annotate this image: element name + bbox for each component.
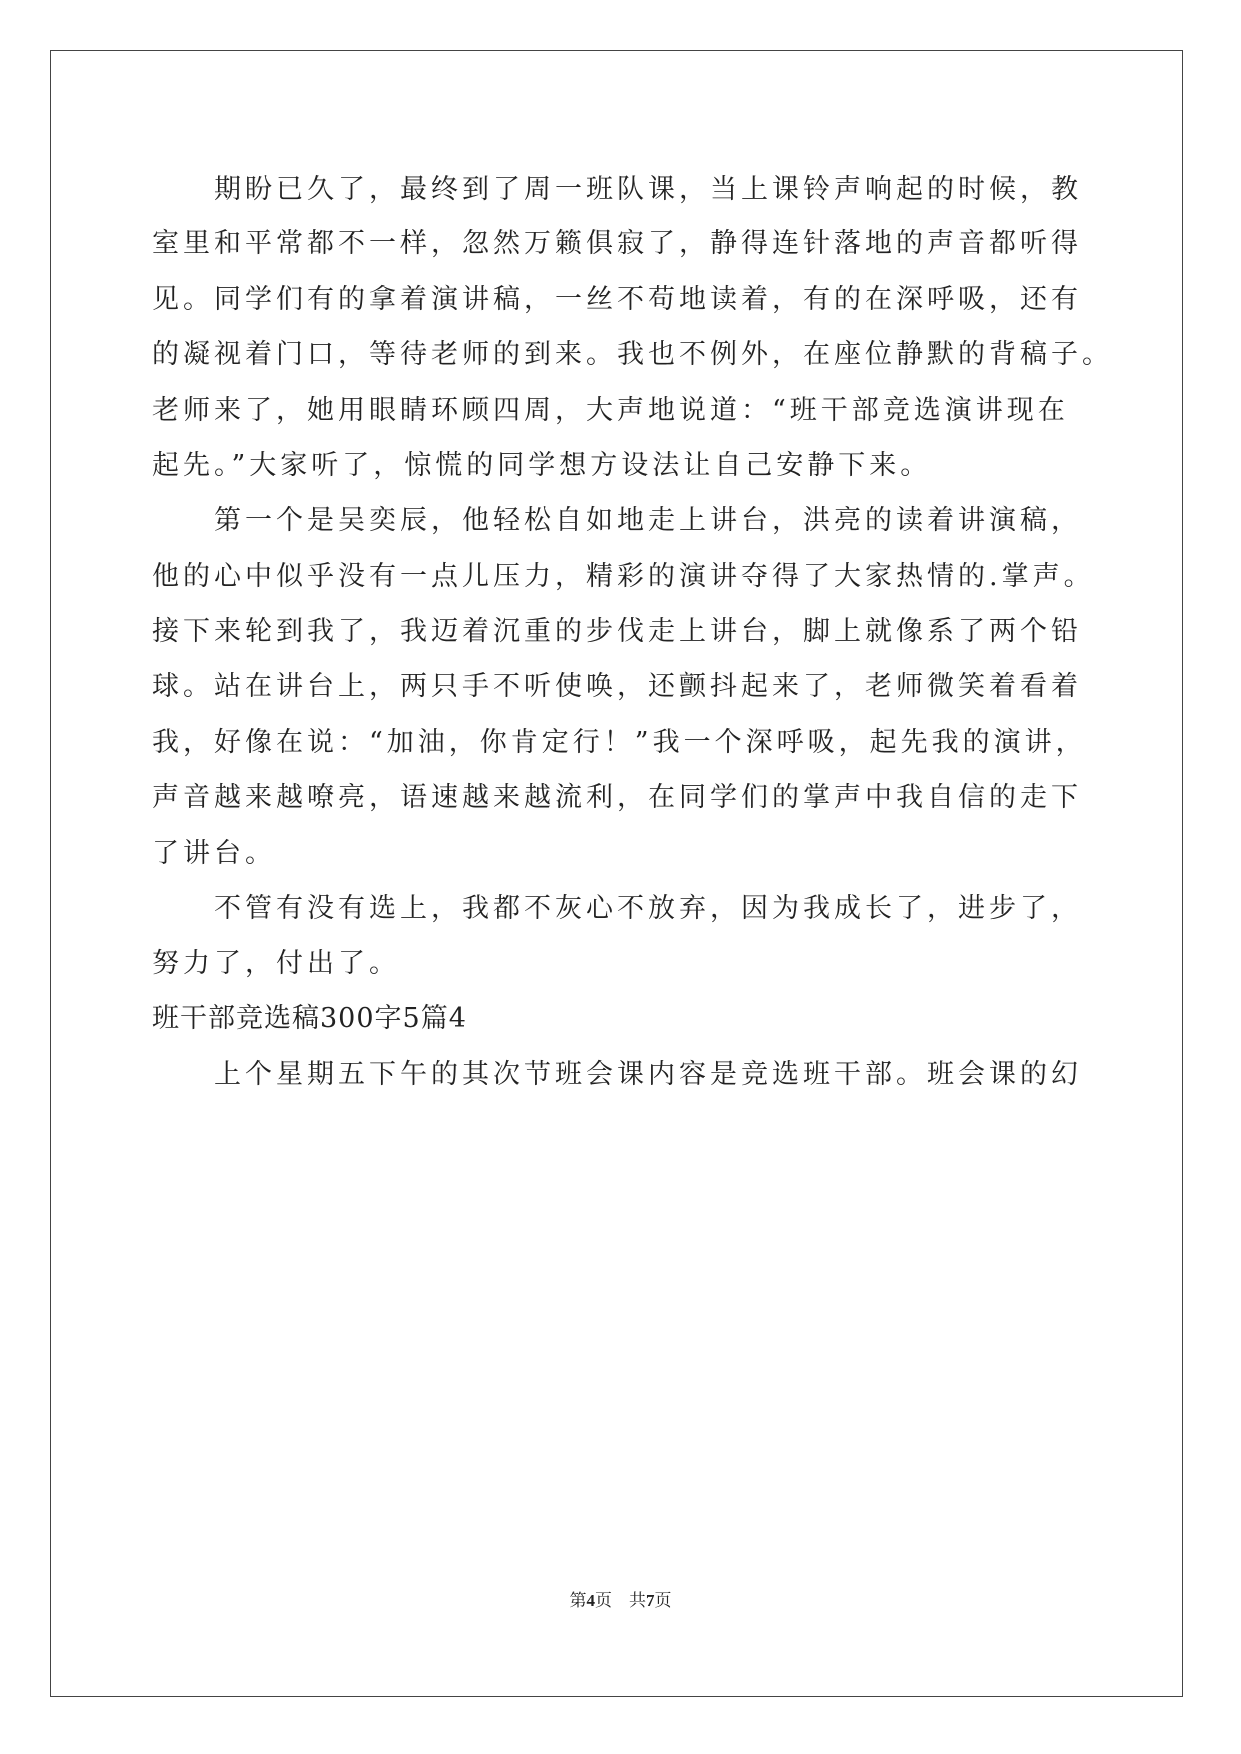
paragraph-2-line-4: 球。站在讲台上，两只手不听使唤，还颤抖起来了，老师微笑着看着 <box>152 671 1082 702</box>
paragraph-2-line-7: 了讲台。 <box>152 838 276 869</box>
paragraph-1-line-3: 见。同学们有的拿着演讲稿，一丝不苟地读着，有的在深呼吸，还有 <box>152 284 1082 315</box>
paragraph-1-line-1: 期盼已久了，最终到了周一班队课，当上课铃声响起的时候，教 <box>214 174 1082 205</box>
paragraph-2-line-1: 第一个是吴奕辰，他轻松自如地走上讲台，洪亮的读着讲演稿， <box>214 505 1082 536</box>
paragraph-4-line-1: 上个星期五下午的其次节班会课内容是竞选班干部。班会课的幻 <box>214 1059 1082 1090</box>
paragraph-1-line-5: 老师来了，她用眼睛环顾四周，大声地说道：“班干部竞选演讲现在 <box>152 395 1069 426</box>
paragraph-2-line-5: 我，好像在说：“加油，你肯定行！”我一个深呼吸，起先我的演讲， <box>152 727 1087 758</box>
footer-page-prefix: 第 <box>569 1591 587 1610</box>
page-footer <box>0 1589 1241 1613</box>
paragraph-2-line-3: 接下来轮到我了，我迈着沉重的步伐走上讲台，脚上就像系了两个铅 <box>152 616 1082 647</box>
paragraph-3-line-2: 努力了，付出了。 <box>152 948 400 979</box>
paragraph-1-line-2: 室里和平常都不一样，忽然万籁俱寂了，静得连针落地的声音都听得 <box>152 228 1082 259</box>
paragraph-1-line-4: 的凝视着门口，等待老师的到来。我也不例外，在座位静默的背稿子。 <box>152 339 1113 370</box>
footer-page-total: 7 <box>646 1591 655 1610</box>
footer-page-mid: 页 共 <box>595 1591 646 1610</box>
paragraph-2-line-2: 他的心中似乎没有一点儿压力，精彩的演讲夺得了大家热情的.掌声。 <box>152 561 1095 592</box>
paragraph-2-line-6: 声音越来越嘹亮，语速越来越流利，在同学们的掌声中我自信的走下 <box>152 782 1082 813</box>
paragraph-1-line-6: 起先。”大家听了，惊慌的同学想方设法让自己安静下来。 <box>152 450 932 481</box>
paragraph-3-line-1: 不管有没有选上，我都不灰心不放弃，因为我成长了，进步了， <box>214 893 1082 924</box>
footer-page-suffix: 页 <box>654 1591 672 1610</box>
footer-page-current: 4 <box>586 1591 595 1610</box>
section-heading: 班干部竞选稿300字5篇4 <box>152 1003 467 1034</box>
